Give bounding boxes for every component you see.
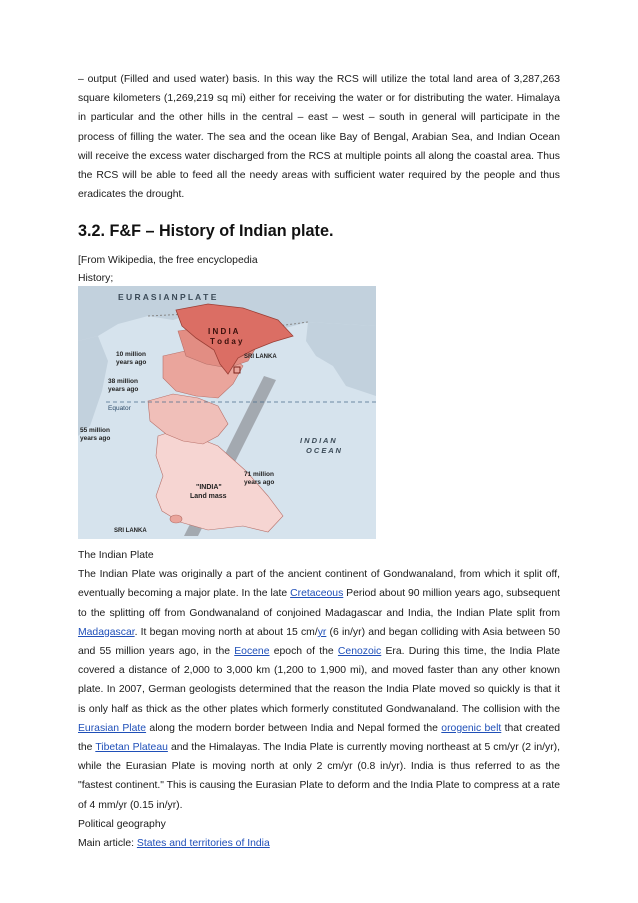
india-landmass-label-1: "INDIA" <box>196 484 222 491</box>
body-text: epoch of the <box>269 646 338 658</box>
map-graphic <box>78 286 376 539</box>
india-today-label-1: I N D I A <box>208 327 239 336</box>
fiftyfive-million-label-1: 55 million <box>80 427 110 434</box>
link-cenozoic[interactable]: Cenozoic <box>337 646 382 658</box>
indian-plate-title: The Indian Plate <box>78 550 154 561</box>
link-madagascar[interactable]: Madagascar <box>78 626 135 638</box>
ten-million-label-2: years ago <box>116 359 147 366</box>
indian-plate-section <box>78 546 560 853</box>
indian-plate-map <box>78 286 376 539</box>
intro-paragraph: – output (Filled and used water) basis. In this way the RCS will utilize the total land area of 3,287,263 square kilometers (1,269,219 sq mi) either for receiving the water or for distributing the water. Himalaya in particular and the other hills in the central – east – west – south in general will participate in the process of filling the water. The sea and the ocean like Bay of Bengal, Arabian Sea, and Indian Ocean will receive the excess water discharged from the RCS at multiple points all along the coastal area. Thus the RCS will be able to feed all the needy areas with sufficient water required by the people and thus eradicates the drought. <box>78 74 560 201</box>
link-cretaceous[interactable]: Cretaceous <box>290 588 344 600</box>
link-eocene[interactable]: Eocene <box>234 646 270 658</box>
body-text: The Indian Plate was originally a part of the ancient continent of Gondwanaland, from which it split off, eventually becoming a major plate. In the late <box>78 569 560 600</box>
indian-ocean-label-1: I N D I A N <box>300 436 336 445</box>
section-heading: 3.2. F&F – History of Indian plate. <box>78 222 334 240</box>
link-yr[interactable]: yr <box>317 626 327 638</box>
link-eurasian-plate[interactable]: Eurasian Plate <box>78 722 147 734</box>
india-landmass-label-2: Land mass <box>190 493 227 500</box>
thirtyeight-million-label-1: 38 million <box>108 378 138 385</box>
ten-million-label-1: 10 million <box>116 351 146 358</box>
thirtyeight-million-label-2: years ago <box>108 386 139 393</box>
body-text: along the modern border between India and Nepal formed the <box>146 722 442 734</box>
body-text: that created the <box>78 722 560 754</box>
india-today-label-2: T o d a y <box>210 337 243 346</box>
link-states-territories[interactable]: States and territories of India <box>136 838 270 850</box>
link-tibetan-plateau[interactable]: Tibetan Plateau <box>95 742 168 754</box>
sri-lanka-label-bottom: SRI LANKA <box>114 528 147 534</box>
political-geography-label: Political geography <box>78 818 166 830</box>
history-label: History; <box>78 273 114 284</box>
link-orogenic-belt[interactable]: orogenic belt <box>441 722 502 734</box>
source-line: [From Wikipedia, the free encyclopedia <box>78 255 258 266</box>
main-article-line <box>78 834 560 853</box>
seventyone-million-label-2: years ago <box>244 479 275 486</box>
sri-lanka-ancient <box>170 515 182 523</box>
body-text: and the Himalayas. The India Plate is currently moving northeast at 5 cm/yr (2 in/yr), while the Eurasian Plate is moving north at only 2 cm/yr (0.8 in/yr). India is thus referred to as the "fastest continent." This is causing the Eurasian Plate to deform and the India Plate to compress at a rate of 4 mm/yr (0.15 in/yr). <box>78 742 560 811</box>
indian-plate-body <box>78 565 560 815</box>
body-text: . It began moving north at about 15 cm/ <box>134 626 318 638</box>
main-article-label: Main article: <box>78 838 137 850</box>
indian-ocean-label-2: O C E A N <box>306 446 341 455</box>
sri-lanka-label-top: SRI LANKA <box>244 354 277 360</box>
eurasian-plate-label: E U R A S I A N P L A T E <box>118 292 217 302</box>
seventyone-million-label-1: 71 million <box>244 471 274 478</box>
body-text: (6 in/yr) and began colliding with Asia between 50 and 55 million years ago, in the <box>78 626 560 658</box>
body-text: Era. During this time, the India Plate covered a distance of 2,000 to 3,000 km (1,200 to 1,900 mi), and moved faster than any other known plate. In 2007, German geologists determined that the reason the India Plate moved so quickly is that it is only half as thick as the other plates which formerly constituted Gondwanaland. The collision with the <box>78 646 561 715</box>
fiftyfive-million-label-2: years ago <box>80 435 111 442</box>
equator-label: Equator <box>108 405 131 412</box>
body-text: Period about 90 million years ago, subsequent to the splitting off from Gondwanaland of conjoined Madagascar and India, the Indian Plate split from <box>78 588 560 619</box>
